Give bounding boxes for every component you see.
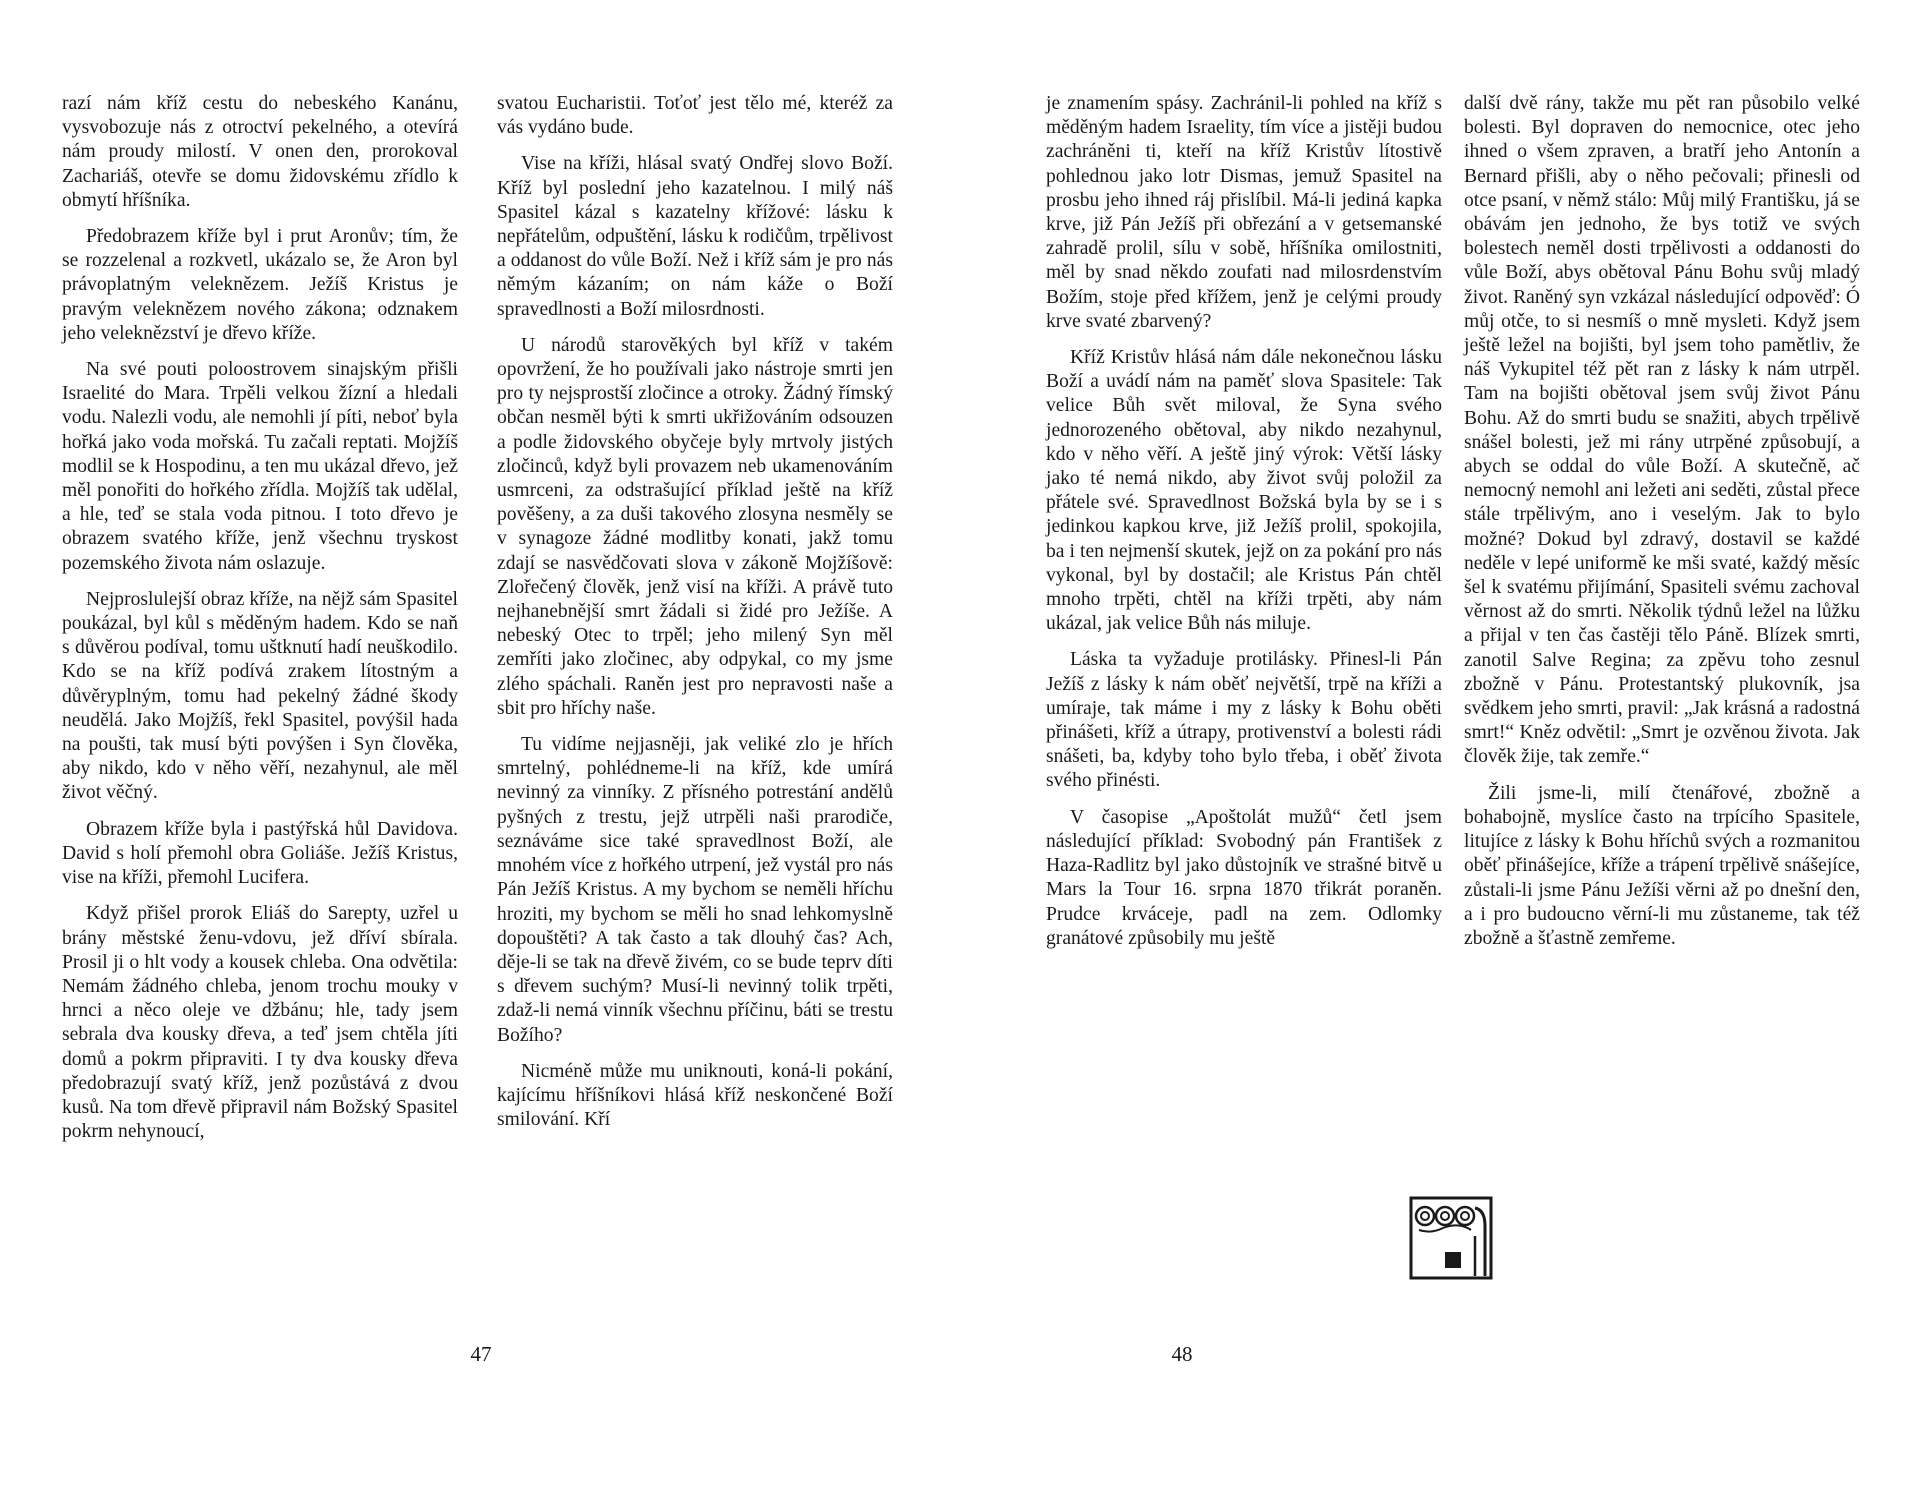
paragraph: U národů starověkých byl kříž v takém opovržení, že ho používali jako nástroje smrti jen pro ty nejsprostší zločince a otroky. Žádný římský občan nesměl býti k smrti ukřižováním odsouzen a podle židovského obyčeje byly mrtvoly jistých zločinců, když byli provazem neb ukamenováním usmrceni, za odstrašující příklad ještě na kříž pověšeny, a za duši takového zlosyna nesměly se v synagoze žádné modlitby konati, jakž tomu zdají se nasvědčovati slova v zákoně Mojžíšově: Zlořečený člověk, jenž visí na kříži. A právě tuto nejhanebnější smrt žádali si židé pro Ježíše. A nebeský Otec to trpěl; jeho milený Syn měl zemříti jako zločinec, aby odpykal, co my jsme zlého spáchali. Raněn jest pro nepravosti naše a sbit pro hříchy naše. xyxy=(497,334,893,719)
left-page-column-1 xyxy=(62,92,458,1156)
right-page-column-1 xyxy=(1046,92,1442,963)
vignette-ornament-icon xyxy=(1409,1196,1493,1280)
paragraph: Kříž Kristův hlásá nám dále nekonečnou lásku Boží a uvádí nám na paměť slova Spasitele: Tak velice Bůh svět miloval, že Syna svého jednorozeného obětoval, aby nikdo nezahynul, kdo v něho věří. A ještě jiný výrok: Větší lásky jako té nemá nikdo, aby život svůj položil za přátele své. Spravedlnost Božská byla by se i s jedinkou kapkou krve, již Ježíš prolil, spokojila, ba i ten nejmenší skutek, jejž on za pokání pro nás vykonal, byl by dostačil; ale Kristus Pán chtěl mnoho trpěti, chtěl na kříži trpěti, aby nám ukázal, jak velice Bůh nás miluje. xyxy=(1046,347,1442,635)
paragraph: Když přišel prorok Eliáš do Sarepty, uzřel u brány městské ženu-vdovu, jež dříví sbírala. Prosil ji o hlt vody a kousek chleba. Ona odvětila: Nemám žádného chleba, jenom trochu mouky v hrnci a něco oleje ve džbánu; hle, tady jsem sebrala dva kousky dřeva, a teď jsem chtěla jíti domů a pokrm připraviti. I ty dva kousky dřeva předobrazují svatý kříž, jenž pozůstává z dvou kusů. Na tom dřevě připravil nám Božský Spasitel pokrm nehynoucí, xyxy=(62,903,458,1143)
paragraph: další dvě rány, takže mu pět ran působilo velké bolesti. Byl dopraven do nemocnice, otec jeho ihned o všem zpraven, a bratří jeho Antonín a Bernard přišli, aby o něho pečovali; přinesli od otce psaní, v němž stálo: Můj milý Františku, já se obávám jen jednoho, že bys totiž ve svých bolestech neměl dosti trpělivosti a oddanosti do vůle Boží, abys obětoval Pánu Bohu svůj mladý život. Raněný syn vzkázal následující odpověď: Ó můj otče, to si nesmíš o mně mysleti. Když jsem ještě ležel na bojišti, byl jsem toho pamětliv, že náš Vykupitel též pět ran z lásky k nám utrpěl. Tam na bojišti obětoval jsem svůj život Pánu Bohu. Až do smrti budu se snažiti, abych trpělivě snášel bolesti, jež mi rány utrpěné způsobují, a abych se oddal do vůle Boží. A skutečně, ač nemocný nemohl ani ležeti ani seděti, zůstal přece stále trpělivým, ano i veselým. Jak to bylo možné? Dokud byl zdravý, dostavil se každé neděle v lepé uniformě ke mši svaté, každý měsíc šel k svatému přijímání, Spasiteli svému zachoval věrnost až do smrti. Několik týdnů ležel na lůžku a přijal v ten čas častěji tělo Páně. Blízek smrti, zanotil Salve Regina; za zpěvu toho zesnul zbožně v Pánu. Protestantský plukovník, jsa svědkem jeho smrti, pravil: „Jak krásná a radostná smrt!“ Kněz odvětil: „Smrt je ozvěnou života. Jak člověk žije, tak zemře.“ xyxy=(1464,93,1860,768)
paragraph: je znamením spásy. Zachránil-li pohled na kříž s měděným hadem Israelity, tím více a jistěji budou zachráněni ti, kteří na kříž Kristův lítostivě pohlednou jako lotr Dismas, jemuž Spasitel na prosbu jeho ihned ráj přislíbil. Má-li jediná kapka krve, již Pán Ježíš při obřezání a v getsemanské zahradě prolil, sílu v sobě, hříšníka omilostniti, měl by snad někdo zoufati nad milosrdenstvím Božím, stoje před křížem, jenž je celými proudy krve svaté zbarvený? xyxy=(1046,93,1442,332)
right-page-column-2 xyxy=(1464,92,1860,963)
paragraph: Nicméně může mu uniknouti, koná-li pokání, kajícímu hříšníkovi hlásá kříž neskončené Boží smilování. Kří xyxy=(497,1060,893,1131)
paragraph: Nejproslulejší obraz kříže, na nějž sám Spasitel poukázal, byl kůl s měděným hadem. Kdo se naň s důvěrou podíval, tomu uštknutí hadí neuškodilo. Kdo se na kříž podívá zrakem lítostným a důvěryplným, tomu had pekelný žádné škody neudělá. Jako Mojžíš, řekl Spasitel, povýšil hada na poušti, tak musí býti povýšen i Syn člověka, aby nikdo, kdo v něho věří, nezahynul, ale měl život věčný. xyxy=(62,588,458,804)
page-number: 47 xyxy=(470,1342,492,1366)
paragraph: Láska ta vyžaduje protilásky. Přinesl-li Pán Ježíš z lásky k nám oběť největší, trpě na kříži a umíraje, tak máme i my z lásky k Bohu oběti přinášeti, kříž a útrapy, protivenství a bolesti rádi snášeti, ba, kdyby toho bylo třeba, i oběť života svého přinésti. xyxy=(1046,649,1442,792)
paragraph: razí nám kříž cestu do nebeského Kanánu, vysvobozuje nás z otroctví pekelného, a otevírá nám proudy milostí. V onen den, prorokoval Zachariáš, otevře se domu židovskému zřídlo k obmytí hříšníka. xyxy=(62,93,458,211)
paragraph: Obrazem kříže byla i pastýřská hůl Davidova. David s holí přemohl obra Goliáše. Ježíš Kristus, vise na kříži, přemohl Lucifera. xyxy=(62,818,458,889)
paragraph: Na své pouti poloostrovem sinajským přišli Israelité do Mara. Trpěli velkou žízní a hledali vodu. Nalezli vodu, ale nemohli jí píti, neboť byla hořká jako voda mořská. Tu začali reptati. Mojžíš modlil se k Hospodinu, a ten mu ukázal dřevo, jež měl ponořiti do hořkého zřídla. Mojžíš tak udělal, a hle, teď se stala voda pitnou. I toto dřevo je obrazem svatého kříže, jenž všechnu tryskost pozemského života nám oslazuje. xyxy=(62,359,458,574)
paragraph: Předobrazem kříže byl i prut Aronův; tím, že se rozzelenal a rozkvetl, ukázalo se, že Aron byl právoplatným veleknězem. Ježíš Kristus je pravým veleknězem nového zákona; odznakem jeho veleknězství je dřevo kříže. xyxy=(62,226,458,344)
paragraph: Vise na kříži, hlásal svatý Ondřej slovo Boží. Kříž byl poslední jeho kazatelnou. I milý náš Spasitel kázal s kazatelny křížové: lásku k nepřátelům, odpuštění, lásku k rodičům, trpělivost a oddanost do vůle Boží. Než i kříž sám je pro nás němým kázaním; on nám káže o Boží spravedlnosti a Boží milosrdnosti. xyxy=(497,153,893,320)
paragraph: Tu vidíme nejjasněji, jak veliké zlo je hřích smrtelný, pohlédneme-li na kříž, kde umírá nevinný za vinníky. Z přísného potrestání andělů pyšných z trestu, jejž utrpěli naši prarodiče, seznáváme sice také spravedlnost Boží, ale mnohém více z hořkého utrpení, jež vystál pro nás Pán Ježíš Kristus. A my bychom se neměli hříchu hroziti, my bychom se měli ho snad lehkomyslně dopouštěti? A tak často a tak dlouhý čas? Ach, děje-li se tak na dřevě živém, co se bude teprv díti s dřevem suchým? Musí-li nevinný tolik trpěti, zdaž-li nemá vinník všechnu příčinu, báti se trestu Božího? xyxy=(497,734,893,1046)
paragraph: Žili jsme-li, milí čtenářové, zbožně a bohabojně, myslíce často na trpícího Spasitele, litujíce z lásky k Bohu hříchů svých a rozmanitou oběť přinášejíce, kříže a trápení trpělivě snášejíce, zůstali-li jsme Pánu Ježíši věrni až po dnešní den, a i pro budoucno věrní-li mu zůstaneme, tak též zbožně a šťastně zemřeme. xyxy=(1464,782,1860,949)
paragraph: V časopise „Apoštolát mužů“ četl jsem následující příklad: Svobodný pán František z Haza-Radlitz byl jako důstojník ve strašné bitvě u Mars la Tour 16. srpna 1870 třikrát poraněn. Prudce krváceje, padl na zem. Odlomky granátové způsobily mu ještě xyxy=(1046,806,1442,949)
paragraph: svatou Eucharistii. Toťoť jest tělo mé, kteréž za vás vydáno bude. xyxy=(497,93,893,139)
left-page-column-2 xyxy=(497,92,893,1144)
page-48 xyxy=(962,0,1924,1500)
page-number: 48 xyxy=(1171,1342,1193,1366)
